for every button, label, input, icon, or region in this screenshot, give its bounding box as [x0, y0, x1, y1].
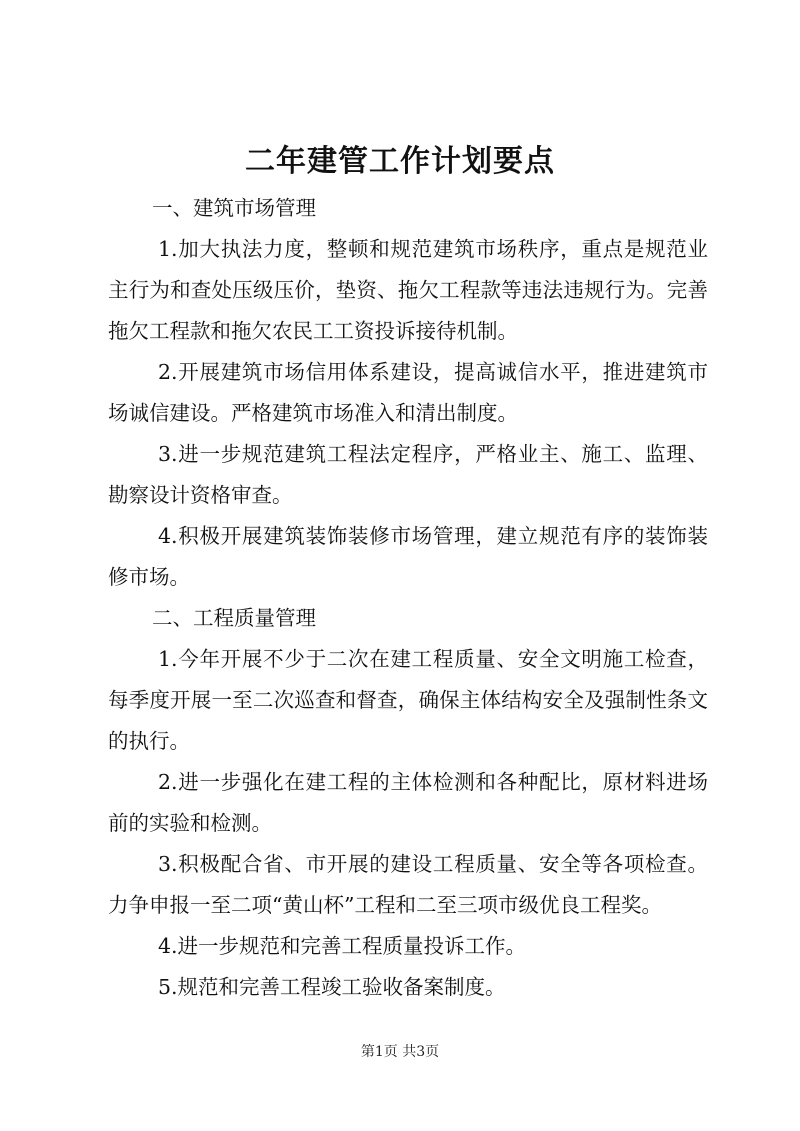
paragraph: 4.进一步规范和完善工程质量投诉工作。 [158, 934, 527, 958]
paragraph: 1.加大执法力度，整顿和规范建筑市场秩序，重点是规范业主行为和查处压级压价，垫资、拖欠工程款等违法违规行为。完善拖欠工程款和拖欠农民工工资投诉接待机制。 [108, 237, 708, 343]
section-heading-market: 一、建筑市场管理 [152, 196, 316, 220]
paragraph: 4.积极开展建筑装饰装修市场管理，建立规范有序的装饰装修市场。 [108, 524, 708, 589]
page-number-footer: 第1页 共3页 [360, 1044, 440, 1060]
paragraph: 3.进一步规范建筑工程法定程序，严格业主、施工、监理、勘察设计资格审查。 [108, 442, 708, 507]
paragraph: 2.进一步强化在建工程的主体检测和各种配比，原材料进场前的实验和检测。 [108, 770, 708, 835]
paragraph: 2.开展建筑市场信用体系建设，提高诚信水平，推进建筑市场诚信建设。严格建筑市场准入和清出制度。 [108, 360, 708, 425]
document-title: 二年建管工作计划要点 [245, 144, 555, 179]
paragraph: 1.今年开展不少于二次在建工程质量、安全文明施工检查，每季度开展一至二次巡查和督查，确保主体结构安全及强制性条文的执行。 [108, 647, 708, 753]
document-body [108, 188, 708, 1008]
paragraph: 3.积极配合省、市开展的建设工程质量、安全等各项检查。力争申报一至二项“黄山杯”工程和二至三项市级优良工程奖。 [108, 852, 708, 917]
paragraph: 5.规范和完善工程竣工验收备案制度。 [158, 975, 506, 999]
section-heading-quality: 二、工程质量管理 [152, 606, 316, 630]
